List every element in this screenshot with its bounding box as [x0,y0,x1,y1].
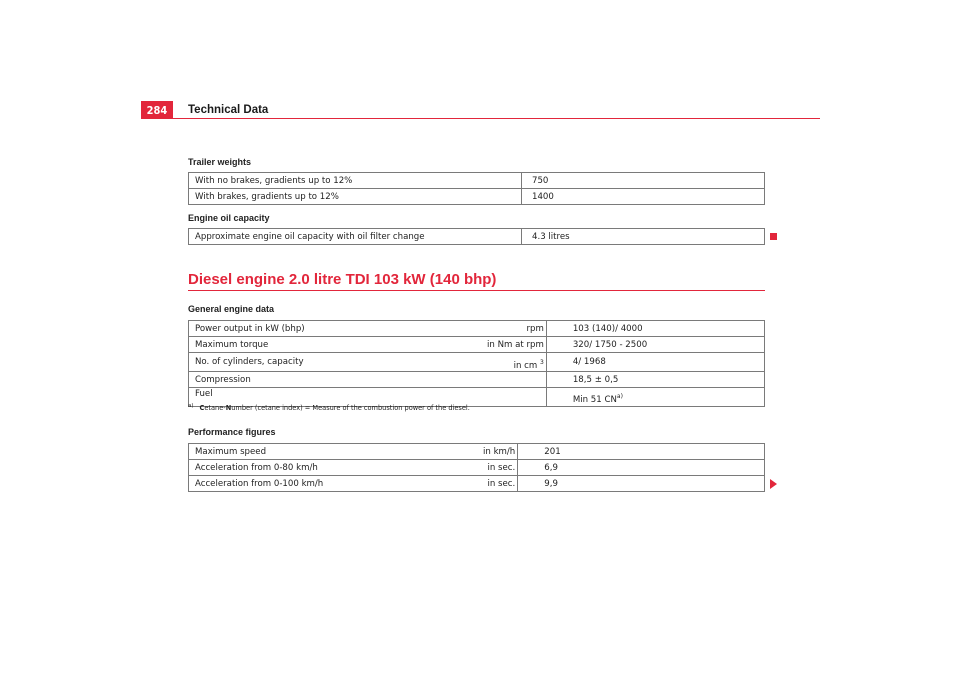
row-unit: in sec. [477,476,518,492]
row-unit: in sec. [477,460,518,476]
table-row [189,337,765,353]
table-row [189,321,765,337]
performance-figures-table [188,443,765,492]
row-value: 9,9 [518,476,765,492]
trailer-weights-heading: Trailer weights [188,157,252,167]
row-value: 320/ 1750 - 2500 [546,337,764,353]
general-engine-data-table [188,320,765,407]
row-value: 4.3 litres [522,229,765,245]
performance-figures-heading: Performance figures [188,427,276,437]
page-number-badge: 284 [141,101,173,119]
row-label: Fuel [189,388,482,407]
footnote-etane: etane- [204,404,226,412]
row-label: Power output in kW (bhp) [189,321,482,337]
section-divider [188,290,765,291]
row-value [546,388,764,407]
row-label: Acceleration from 0-100 km/h [189,476,478,492]
table-row [189,476,765,492]
row-label: Approximate engine oil capacity with oil filter change [189,229,522,245]
continue-arrow-icon [770,479,777,489]
row-value: 103 (140)/ 4000 [546,321,764,337]
header-divider [141,118,820,119]
row-unit: in km/h [477,444,518,460]
table-row [189,444,765,460]
row-label: Maximum torque [189,337,482,353]
row-value: 750 [522,173,765,189]
row-unit [481,372,546,388]
table-row [189,460,765,476]
engine-oil-table [188,228,765,245]
table-row [189,353,765,372]
row-unit: in Nm at rpm [481,337,546,353]
footnote [188,404,470,412]
table-row [189,189,765,205]
section-end-marker [770,233,777,240]
row-value: 1400 [522,189,765,205]
footnote-text: umber (cetane index) = Measure of the combustion power of the diesel. [231,404,470,412]
value-text: Min 51 CN [572,395,617,405]
footnote-reference: a) [616,393,623,401]
row-label: With no brakes, gradients up to 12% [189,173,522,189]
general-engine-data-heading: General engine data [188,304,275,314]
table-row [189,372,765,388]
table-row [189,229,765,245]
footnote-c: C [199,404,205,412]
section-title: Diesel engine 2.0 litre TDI 103 kW (140 bhp) [188,271,497,288]
row-label: Acceleration from 0-80 km/h [189,460,478,476]
unit-text: in cm [513,361,538,371]
row-label: Maximum speed [189,444,478,460]
row-unit [481,353,546,372]
header-title: Technical Data [188,104,269,116]
row-value: 6,9 [518,460,765,476]
row-label: With brakes, gradients up to 12% [189,189,522,205]
row-value: 201 [518,444,765,460]
row-unit: rpm [481,321,546,337]
row-unit [481,388,546,407]
row-value: 4/ 1968 [546,353,764,372]
row-value: 18,5 ± 0,5 [546,372,764,388]
table-row [189,173,765,189]
unit-superscript: 3 [540,359,544,367]
row-label: Compression [189,372,482,388]
row-label: No. of cylinders, capacity [189,353,482,372]
footnote-marker: a) [188,403,194,409]
engine-oil-heading: Engine oil capacity [188,213,270,223]
footnote-n: N [225,404,232,412]
trailer-weights-table [188,172,765,205]
